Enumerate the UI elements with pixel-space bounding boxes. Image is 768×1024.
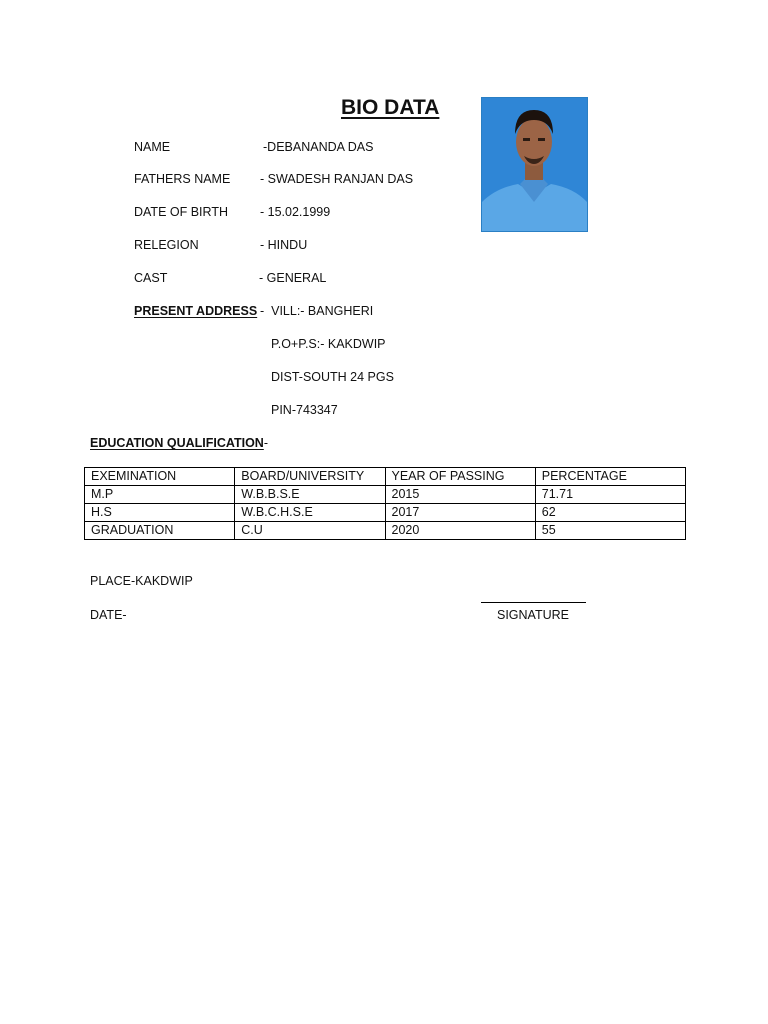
religion-label: RELEGION	[134, 238, 199, 252]
page-title: BIO DATA	[341, 96, 440, 119]
table-cell: H.S	[85, 504, 235, 522]
table-cell: GRADUATION	[85, 522, 235, 540]
address-line-2: P.O+P.S:- KAKDWIP	[271, 337, 386, 351]
religion-value: - HINDU	[260, 238, 308, 252]
education-heading-suffix: -	[263, 436, 268, 450]
signature-label: SIGNATURE	[497, 608, 569, 622]
table-cell: 2017	[385, 504, 535, 522]
fathers-name-value: - SWADESH RANJAN DAS	[260, 172, 414, 186]
table-cell: 2020	[385, 522, 535, 540]
profile-photo	[481, 97, 588, 232]
table-row	[85, 522, 686, 540]
column-header: BOARD/UNIVERSITY	[235, 468, 385, 486]
column-header: EXEMINATION	[85, 468, 235, 486]
name-label: NAME	[134, 140, 171, 154]
table-cell: C.U	[235, 522, 385, 540]
table-cell: W.B.B.S.E	[235, 486, 385, 504]
address-line-3: DIST-SOUTH 24 PGS	[271, 370, 394, 384]
table-row	[85, 486, 686, 504]
date-of-birth-label: DATE OF BIRTH	[134, 205, 228, 219]
table-header-row	[85, 468, 686, 486]
table-row	[85, 504, 686, 522]
cast-label: CAST	[134, 271, 168, 285]
column-header: PERCENTAGE	[535, 468, 685, 486]
table-cell: 55	[535, 522, 685, 540]
address-line-4: PIN-743347	[271, 403, 338, 417]
table-cell: M.P	[85, 486, 235, 504]
table-cell: 71.71	[535, 486, 685, 504]
place-text: PLACE-KAKDWIP	[90, 574, 193, 588]
signature-line	[481, 602, 586, 603]
education-heading	[90, 436, 268, 450]
table-cell: 2015	[385, 486, 535, 504]
name-value: -DEBANANDA DAS	[263, 140, 374, 154]
table-cell: W.B.C.H.S.E	[235, 504, 385, 522]
date-of-birth-value: - 15.02.1999	[260, 205, 331, 219]
present-address-label: PRESENT ADDRESS	[134, 304, 258, 318]
education-heading-text: EDUCATION QUALIFICATION	[90, 436, 264, 450]
fathers-name-label: FATHERS NAME	[134, 172, 231, 186]
cast-value: - GENERAL	[259, 271, 327, 285]
address-line-1: - VILL:- BANGHERI	[260, 304, 374, 318]
education-table	[84, 467, 686, 540]
table-cell: 62	[535, 504, 685, 522]
column-header: YEAR OF PASSING	[385, 468, 535, 486]
date-text: DATE-	[90, 608, 127, 622]
